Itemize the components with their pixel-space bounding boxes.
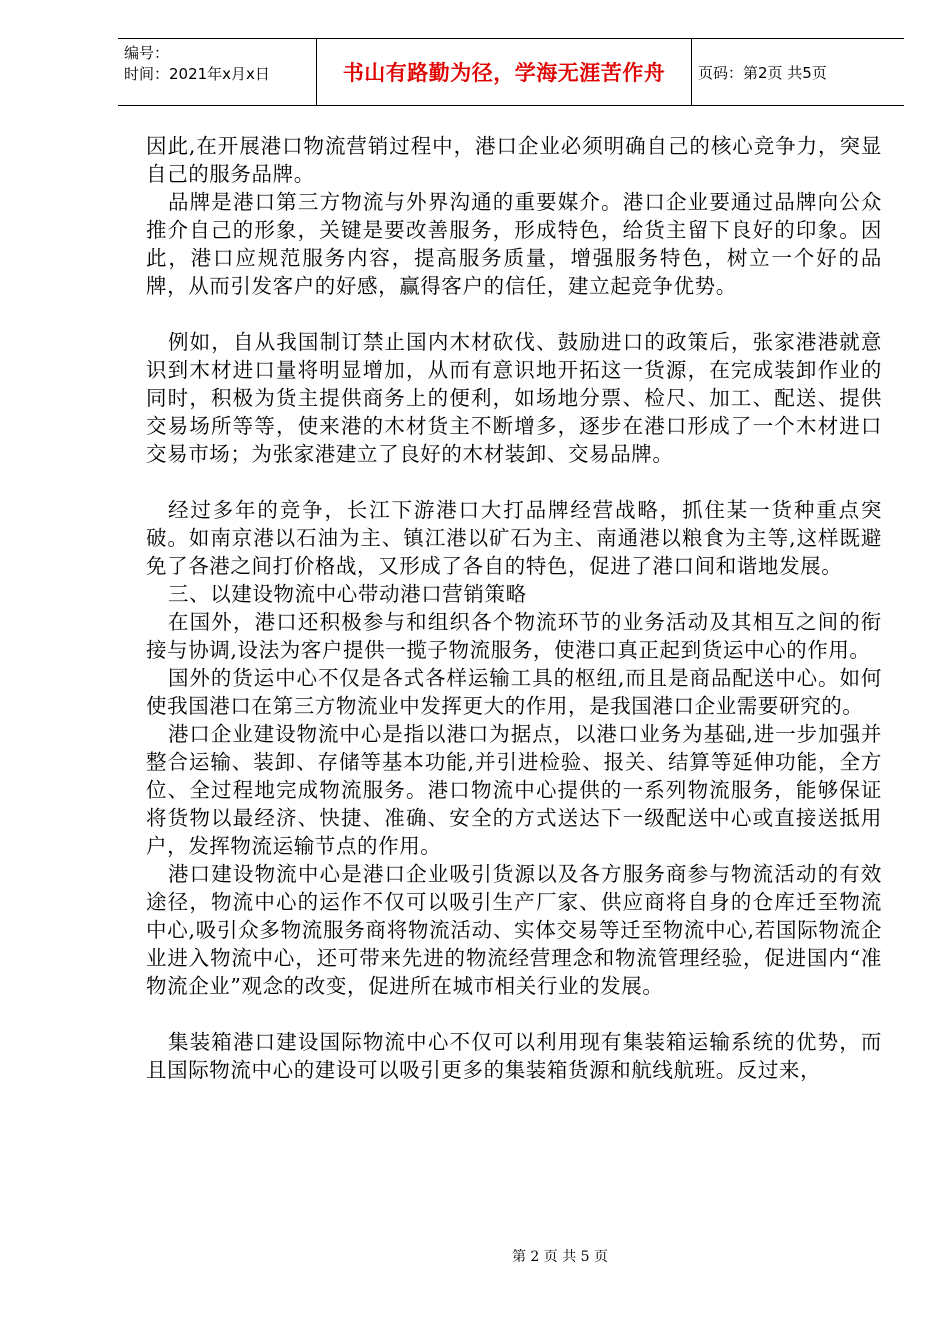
paragraph: 例如，自从我国制订禁止国内木材砍伐、鼓励进口的政策后，张家港港就意识到木材进口量将明显增加，从而有意识地开拓这一货源，在完成装卸作业的同时，积极为货主提供商务上的便利，如场地分票、检尺、加工、配送、提供交易场所等等，使来港的木材货主不断增多，逐步在港口形成了一个木材进口交易市场；为张家港建立了良好的木材装卸、交易品牌。 [146, 330, 882, 466]
document-number: 编号： [124, 44, 170, 62]
paragraph: 集装箱港口建设国际物流中心不仅可以利用现有集装箱运输系统的优势，而且国际物流中心的建设可以吸引更多的集装箱货源和航线航班。反过来， [146, 1030, 882, 1082]
header-meta [118, 39, 316, 105]
paragraph-gap [146, 300, 882, 328]
paragraph-gap [146, 1000, 882, 1028]
document-time: 时间：2021年x月x日 [124, 65, 270, 83]
section-heading: 三、以建设物流中心带动港口营销策略 [168, 582, 527, 606]
paragraph: 在国外，港口还积极参与和组织各个物流环节的业务活动及其相互之间的衔接与协调,设法为客户提供一揽子物流服务，使港口真正起到货运中心的作用。 [146, 610, 882, 662]
paragraph: 国外的货运中心不仅是各式各样运输工具的枢纽,而且是商品配送中心。如何使我国港口在第三方物流业中发挥更大的作用，是我国港口企业需要研究的。 [146, 666, 882, 718]
paragraph-gap [146, 468, 882, 496]
paragraph: 港口建设物流中心是港口企业吸引货源以及各方服务商参与物流活动的有效途径，物流中心的运作不仅可以吸引生产厂家、供应商将自身的仓库迁至物流中心,吸引众多物流服务商将物流活动、实体交易等迁至物流中心,若国际物流企业进入物流中心，还可带来先进的物流经营理念和物流管理经验，促进国内“准物流企业”观念的改变，促进所在城市相关行业的发展。 [146, 862, 882, 998]
header-page-number: 页码：第2页 共5页 [698, 63, 827, 82]
paragraph: 因此,在开展港口物流营销过程中，港口企业必须明确自己的核心竞争力，突显自己的服务品牌。 [146, 134, 882, 186]
page-footer: 第 2 页 共 5 页 [511, 1249, 609, 1265]
paragraph: 经过多年的竞争，长江下游港口大打品牌经营战略，抓住某一货种重点突破。如南京港以石油为主、镇江港以矿石为主、南通港以粮食为主等,这样既避免了各港之间打价格战，又形成了各自的特色，促进了港口间和谐地发展。 [146, 498, 882, 578]
paragraph: 港口企业建设物流中心是指以港口为据点，以港口业务为基础,进一步加强并整合运输、装卸、存储等基本功能,并引进检验、报关、结算等延伸功能，全方位、全过程地完成物流服务。港口物流中心提供的一系列物流服务，能够保证将货物以最经济、快捷、准确、安全的方式送达下一级配送中心或直接送抵用户，发挥物流运输节点的作用。 [146, 722, 882, 858]
header-motto: 书山有路勤为径，学海无涯苦作舟 [316, 39, 692, 105]
document-header [118, 38, 904, 106]
document-body [146, 132, 882, 1084]
paragraph: 品牌是港口第三方物流与外界沟通的重要媒介。港口企业要通过品牌向公众推介自己的形象，关键是要改善服务，形成特色，给货主留下良好的印象。因此，港口应规范服务内容，提高服务质量，增强服务特色，树立一个好的品牌，从而引发客户的好感，赢得客户的信任，建立起竞争优势。 [146, 190, 882, 298]
